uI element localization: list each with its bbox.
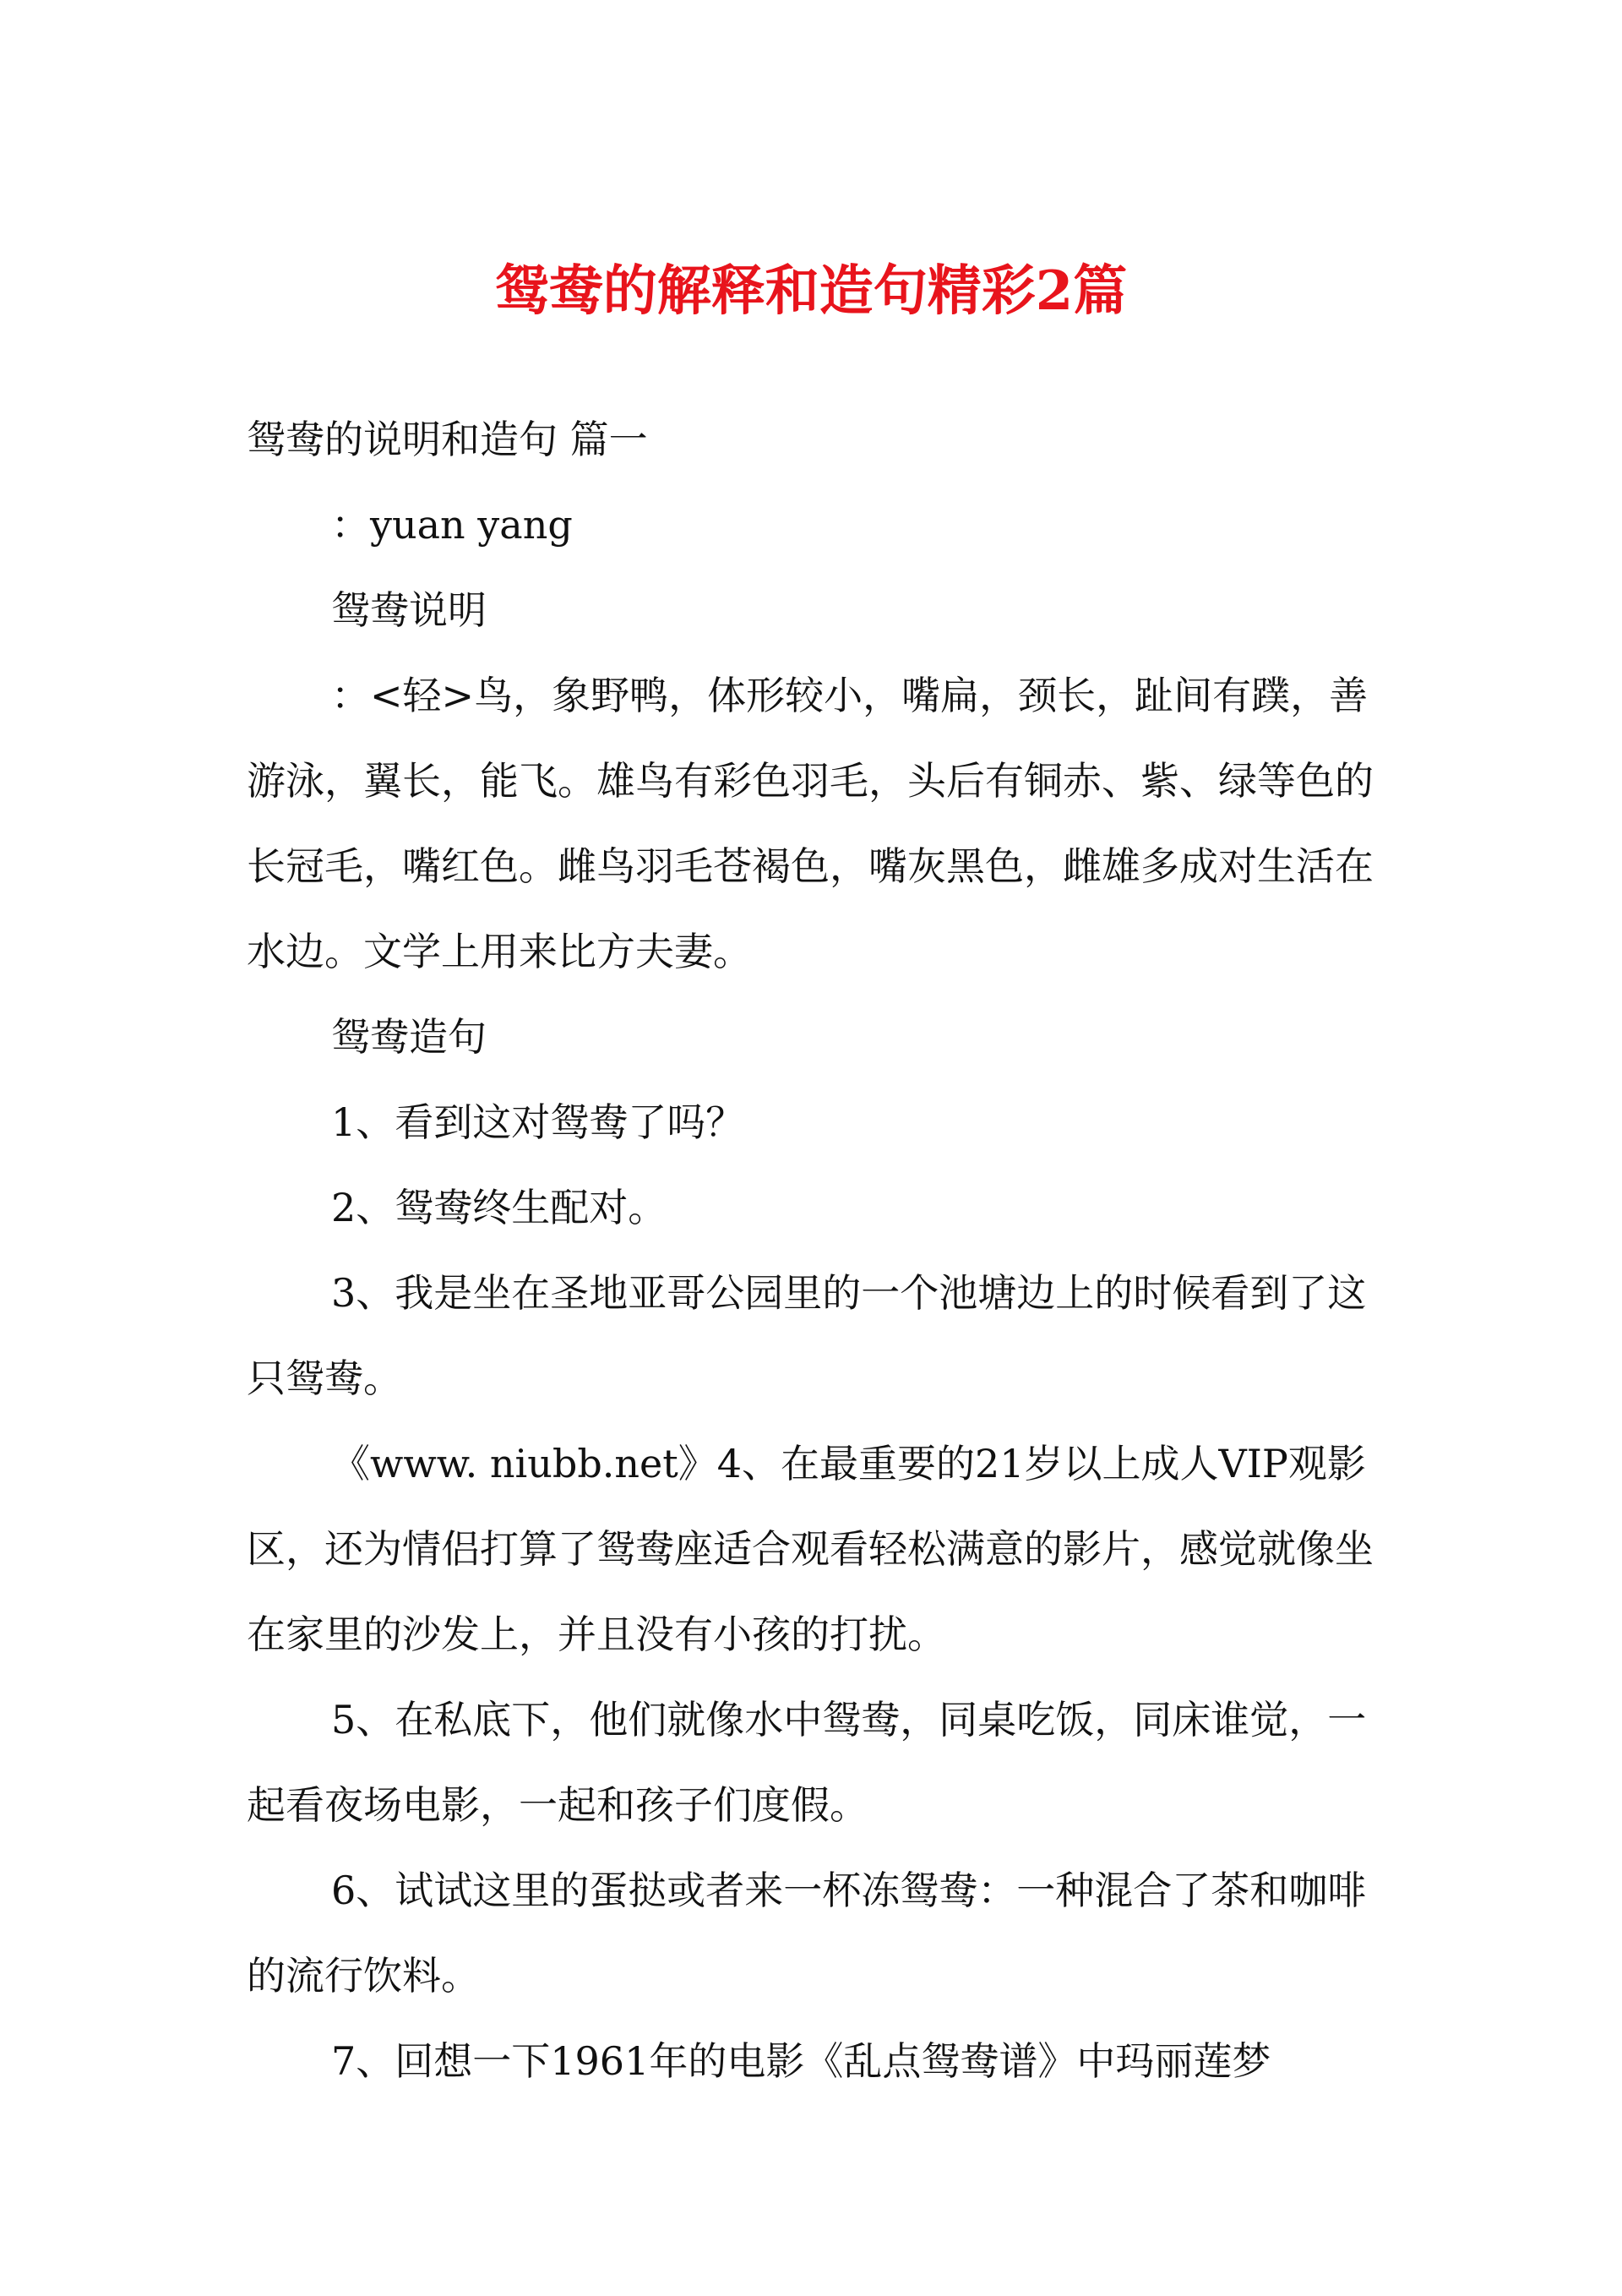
section-heading: 鸳鸯的说明和造句 篇一 — [247, 417, 648, 462]
sentence-item: 7、回想一下1961年的电影《乱点鸳鸯谱》中玛丽莲梦 — [331, 2038, 1271, 2084]
document-title: 鸳鸯的解释和造句精彩2篇 — [494, 259, 1128, 323]
explanation-paragraph: ：<轻>鸟，象野鸭，体形较小，嘴扁，颈长，趾间有蹼，善游泳，翼长，能飞。雄鸟有彩色羽毛，头后有铜赤、紫、绿等色的长冠毛，嘴红色。雌鸟羽毛苍褐色，嘴灰黑色，雌雄多成对生活在水边。文学上用来比方夫妻。 — [247, 673, 1374, 974]
sentence-item: 1、看到这对鸳鸯了吗？ — [331, 1099, 745, 1145]
sentence-item: 《www. niubb.net》4、在最重要的21岁以上成人VIP观影区，还为情侣打算了鸳鸯座适合观看轻松满意的影片，感觉就像坐在家里的沙发上，并且没有小孩的打扰。 — [247, 1441, 1374, 1657]
document-body — [247, 397, 1379, 2104]
sentence-item: 2、鸳鸯终生配对。 — [331, 1185, 667, 1230]
sentence-item: 5、在私底下，他们就像水中鸳鸯，同桌吃饭，同床谁觉，一起看夜场电影，一起和孩子们度假。 — [247, 1697, 1367, 1828]
pinyin-line: ：yuan yang — [331, 502, 573, 548]
sentence-item: 3、我是坐在圣地亚哥公园里的一个池塘边上的时候看到了这只鸳鸯。 — [247, 1270, 1367, 1401]
explanation-heading: 鸳鸯说明 — [331, 587, 487, 633]
sentence-item: 6、试试这里的蛋挞或者来一杯冻鸳鸯：一种混合了茶和咖啡的流行饮料。 — [247, 1868, 1367, 1999]
sentences-heading: 鸳鸯造句 — [331, 1014, 487, 1060]
